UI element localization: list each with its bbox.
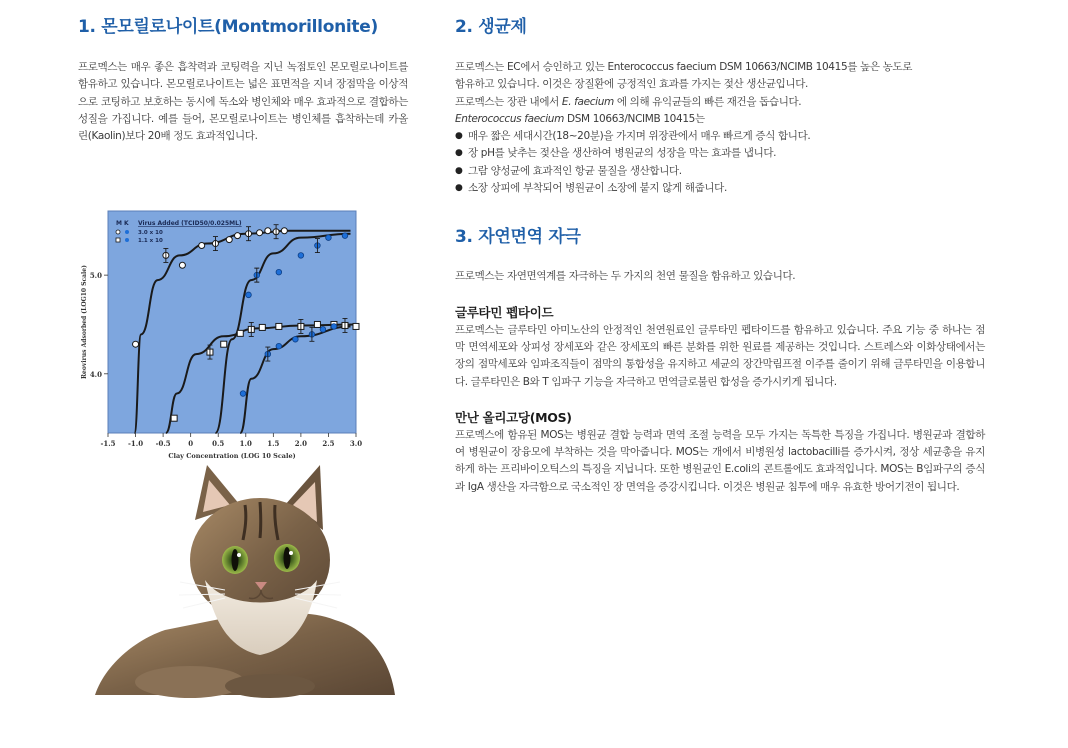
list-item: ● 장 pH를 낮추는 젖산을 생산하여 병원균의 성장을 막는 효과를 냅니다. bbox=[455, 145, 985, 162]
glutamine-paragraph: 프로멕스는 글루타민 아미노산의 안정적인 천연원료인 글루타민 펩타이드를 함유하고 있습니다. 주요 기능 중 하나는 점막 면역세포와 상피성 장세포와 같은 장세포의 빠른 분화를 위한 원료를 제공하는 것입니다. 스트레스와 이화상태에서는 장의 점막세포와 임파조직들이 점막의 통합성을 유지하고 세균의 장간막림프절 이주를 줄이기 위해 글루타민을 이용합니다. 글루타민은 B와 T 임파구 기능을 자극하고 면역글로불린 합성을 증가시키게 됩니다. bbox=[455, 323, 985, 388]
line-3-species: E. faecium bbox=[561, 95, 614, 108]
legend-header: Virus Added (TCID50/0.025ML) bbox=[138, 220, 242, 227]
left-column bbox=[78, 14, 408, 145]
data-point bbox=[199, 243, 205, 249]
right-column bbox=[455, 14, 985, 496]
data-point bbox=[240, 391, 246, 397]
x-axis-label: Clay Concentration (LOG 10 Scale) bbox=[168, 452, 296, 460]
x-tick-label: 2.0 bbox=[294, 439, 307, 448]
x-tick-label: 1.0 bbox=[239, 439, 252, 448]
section-1-title: 1. 몬모릴로나이트(Montmorillonite) bbox=[78, 17, 378, 37]
data-point bbox=[326, 235, 332, 241]
line-3-pre: 프로멕스는 장관 내에서 bbox=[455, 95, 562, 108]
data-point bbox=[298, 253, 304, 259]
data-point bbox=[133, 341, 139, 347]
data-point bbox=[276, 343, 282, 349]
section-2-bullets bbox=[455, 128, 985, 197]
adsorption-chart bbox=[78, 201, 368, 466]
data-point bbox=[342, 233, 348, 239]
chart-canvas bbox=[78, 201, 368, 466]
mos-paragraph: 프로멕스에 함유된 MOS는 병원균 결합 능력과 면역 조절 능력을 모두 가지는 독특한 특징을 가집니다. 병원균과 결합하여 병원균이 장융모에 부착하는 것을 막아줍니다. MOS는 개에서 비병원성 lactobacilli를 증가시켜, 정상 세균총을 유지하게 하는 프리바이오틱스의 특징을 지닙니다. 또한 병원균인 E.coli의 콘트롤에도 효과적입니다. MOS는 B임파구의 증식과 IgA 생산을 자극함으로 국소적인 장 면역을 증강시킵니다. 이것은 병원균 침투에 매우 유효한 방어기전이 됩니다. bbox=[455, 428, 985, 493]
y-axis-label: Reovirus Adsorbed (LOG10 Scale) bbox=[81, 265, 88, 379]
x-tick-label: 3.0 bbox=[349, 439, 363, 448]
data-point bbox=[259, 324, 265, 330]
legend-marker bbox=[125, 230, 129, 234]
section-1-paragraph: 프로멕스는 매우 좋은 흡착력과 코팅력을 지닌 녹점토인 몬모릴로나이트를 함유하고 있습니다. 몬모릴로나이트는 넓은 표면적을 지녀 장점막을 이상적으로 코팅하고 보호하는 동시에 독소와 병인체와 매우 효과적으로 결합하는 성질을 가집니다. 예를 들어, 몬모릴로나이트는 병인체를 흡착하는데 카올린(Kaolin)보다 20배 정도 효과적입니다. bbox=[78, 61, 408, 143]
legend-columns: M K bbox=[116, 220, 129, 227]
x-tick-label: -0.5 bbox=[155, 439, 171, 448]
data-point bbox=[353, 323, 359, 329]
list-item: ● 소장 상피에 부착되어 병원균이 소장에 붙지 않게 해줍니다. bbox=[455, 180, 985, 197]
data-point bbox=[314, 321, 320, 327]
line-3-post: 에 의해 유익균들의 빠른 재건을 돕습니다. bbox=[613, 95, 802, 108]
glutamine-title: 글루타민 펩타이드 bbox=[455, 304, 554, 320]
section-3-intro: 프로멕스는 자연면역계를 자극하는 두 가지의 천연 물질을 함유하고 있습니다. bbox=[455, 270, 796, 283]
section-2-line-4 bbox=[455, 111, 985, 128]
x-tick-label: 2.5 bbox=[322, 439, 335, 448]
data-point bbox=[171, 415, 177, 421]
data-point bbox=[221, 341, 227, 347]
mos-title: 만난 올리고당(MOS) bbox=[455, 409, 572, 425]
cat-photo bbox=[95, 460, 395, 700]
data-point bbox=[281, 228, 287, 234]
data-point bbox=[235, 233, 241, 239]
list-item: ● 매우 짧은 세대시간(18~20분)을 가지며 위장관에서 매우 빠르게 증식 합니다. bbox=[455, 128, 985, 145]
chart-svg bbox=[78, 201, 368, 466]
legend-marker bbox=[116, 238, 120, 242]
data-point bbox=[320, 327, 326, 333]
x-tick-label: 0.5 bbox=[212, 439, 225, 448]
cat-illustration bbox=[95, 460, 395, 700]
data-point bbox=[179, 262, 185, 268]
data-point bbox=[276, 323, 282, 329]
x-tick-label: -1.5 bbox=[100, 439, 116, 448]
x-tick-label: 1.5 bbox=[267, 439, 280, 448]
data-point bbox=[257, 230, 263, 236]
section-2-line-1: 프로멕스는 EC에서 승인하고 있는 Enterococcus faecium DSM 10663/NCIMB 10415를 높은 농도로 bbox=[455, 61, 913, 73]
data-point bbox=[293, 336, 299, 342]
data-point bbox=[331, 324, 337, 330]
section-2-line-3 bbox=[455, 94, 985, 111]
section-2-body bbox=[455, 59, 985, 197]
line-4-species: Enterococcus faecium bbox=[455, 112, 564, 125]
list-item: ● 그람 양성균에 효과적인 항균 물질을 생산합니다. bbox=[455, 163, 985, 180]
section-3-title: 3. 자연면역 자극 bbox=[455, 227, 581, 248]
y-tick-label: 4.0 bbox=[89, 369, 102, 379]
line-4-post: DSM 10663/NCIMB 10415는 bbox=[563, 112, 705, 125]
data-point bbox=[265, 228, 271, 234]
data-point bbox=[237, 330, 243, 336]
y-tick-label: 5.0 bbox=[89, 271, 102, 281]
legend-label: 3.0 x 10 bbox=[138, 230, 163, 236]
legend-label: 1.1 x 10 bbox=[138, 238, 163, 244]
data-point bbox=[246, 292, 252, 298]
legend-marker bbox=[125, 238, 129, 242]
section-2-title: 2. 생균제 bbox=[455, 17, 527, 37]
data-point bbox=[226, 237, 232, 243]
x-tick-label: 0 bbox=[188, 439, 194, 448]
x-tick-label: -1.0 bbox=[128, 439, 144, 448]
legend-marker bbox=[116, 230, 120, 234]
section-2-line-2: 함유하고 있습니다. 이것은 장질환에 긍정적인 효과를 가지는 젖산 생산균입니다. bbox=[455, 78, 809, 91]
data-point bbox=[276, 269, 282, 275]
